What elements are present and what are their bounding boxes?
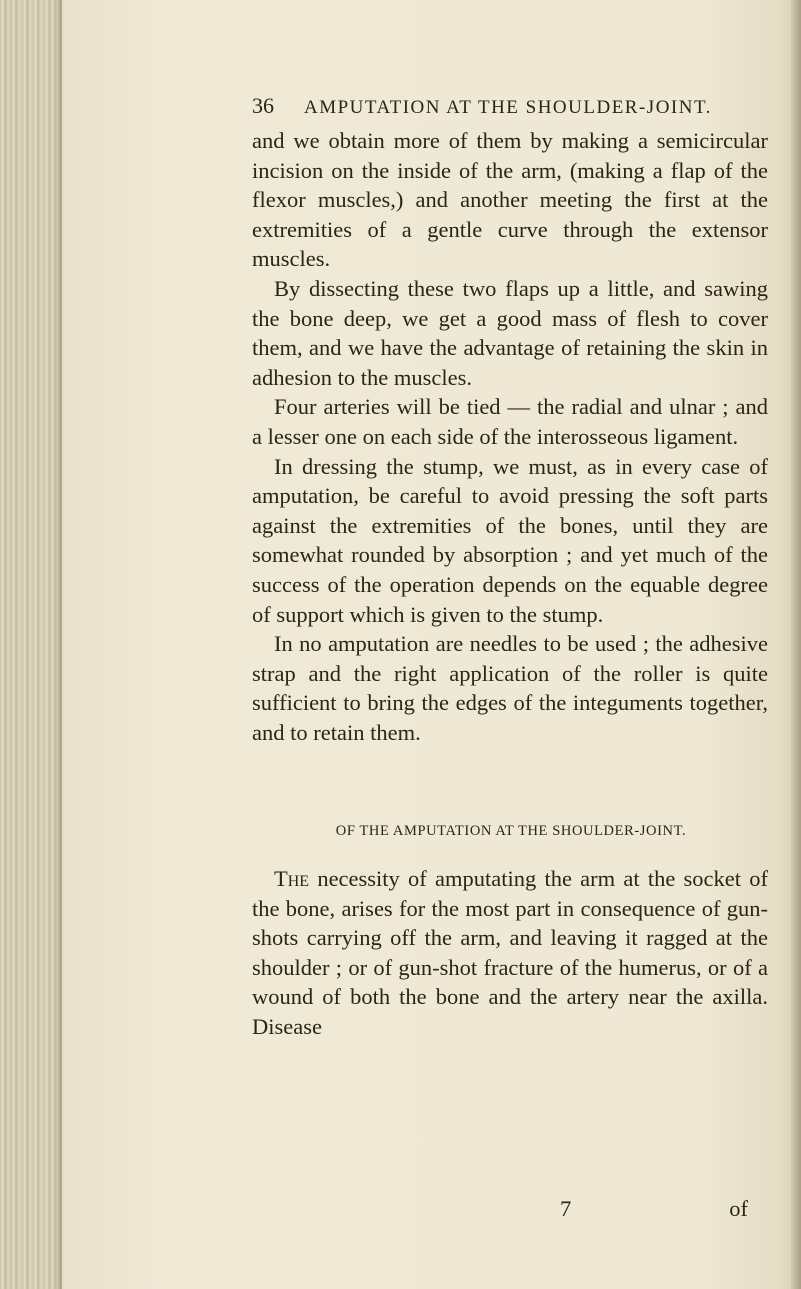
- paragraph-necessity-text: necessity of amputating the arm at the socket of the bone, arises for the most part in consequence of gun-shots carrying off the arm, and leaving it ragged at the shoulder ; or of gun-shot fracture of the humerus, or of a wound of both the bone and the artery near the axilla. Disease: [252, 866, 768, 1039]
- running-head: AMPUTATION AT THE SHOULDER-JOINT.: [304, 97, 712, 118]
- paragraph-needles: In no amputation are needles to be used ; the adhesive strap and the right application of the roller is quite sufficient to bring the edges of the integuments together, and to retain them.: [252, 631, 768, 745]
- paragraph-necessity: [252, 864, 768, 1042]
- section-heading: OF THE AMPUTATION AT THE SHOULDER-JOINT.: [335, 823, 687, 839]
- lead-word: The: [274, 866, 310, 891]
- section-body-text: [252, 864, 768, 1042]
- paragraph-dressing-stump: In dressing the stump, we must, as in every case of amputation, be careful to avoid pressing the soft parts against the extremities of the bones, until they are somewhat rounded by absorption ; and yet much of the success of the operation depends on the equable degree of support which is given to the stump.: [252, 453, 768, 627]
- page-number: 36: [252, 93, 274, 118]
- paragraph-arteries: Four arteries will be tied — the radial and ulnar ; and a lesser one on each side of the interosseous ligament.: [252, 394, 768, 449]
- book-binding-gutter: [0, 0, 62, 1289]
- signature-mark: 7: [560, 1196, 572, 1221]
- body-text: [252, 126, 768, 747]
- catchword: of: [729, 1196, 748, 1221]
- paragraph-continuation: and we obtain more of them by making a semicircular incision on the inside of the arm, (making a flap of the flexor muscles,) and another meeting the first at the extremities of a gentle curve through the extensor muscles.: [252, 128, 768, 272]
- page-footer: [252, 1196, 768, 1226]
- page-edge: [791, 0, 801, 1289]
- paragraph-dissecting-flaps: By dissecting these two flaps up a little, and sawing the bone deep, we get a good mass of flesh to cover them, and we have the advantage of retaining the skin in adhesion to the muscles.: [252, 275, 768, 390]
